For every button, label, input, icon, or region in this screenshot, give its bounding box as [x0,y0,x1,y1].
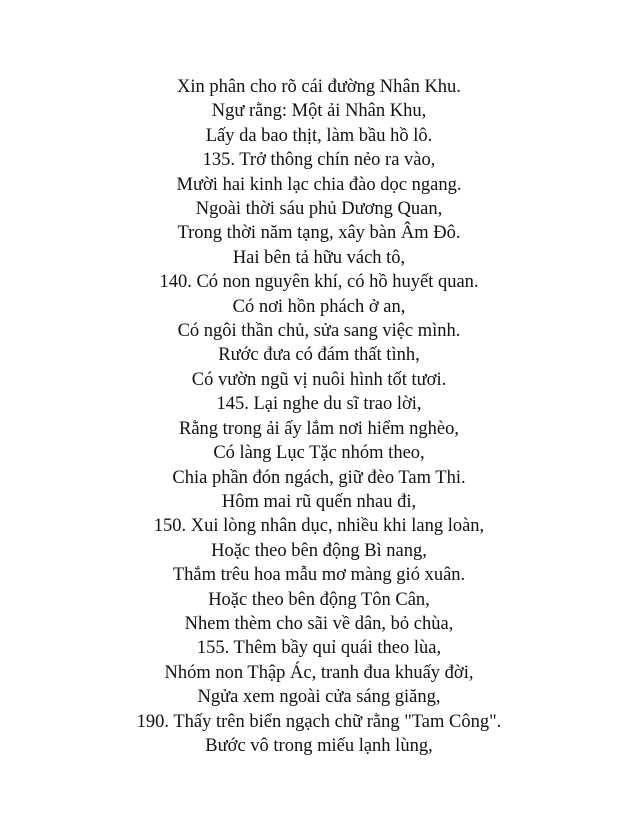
verse-line: Nhem thèm cho sãi về dân, bỏ chùa, [184,613,454,634]
verse-line: Xin phân cho rõ cái đường Nhân Khu. [177,77,461,97]
verse-line: Chia phần đón ngách, giữ đèo Tam Thi. [172,467,466,488]
verse-line: Ngoài thời sáu phủ Dương Quan, [195,199,443,220]
verse-line: 140. Có non nguyên khí, có hồ huyết quan. [159,272,479,293]
verse-line: Hai bên tả hữu vách tô, [232,247,406,268]
verse-line: Hoặc theo bên động Tôn Cân, [208,589,430,610]
verse-line: Nhóm non Thập Ác, tranh đua khuấy đời, [164,662,474,683]
verse-line: Hoặc theo bên động Bì nang, [211,540,427,561]
verse-line: Rước đưa có đám thất tình, [218,345,420,366]
verse-line: 155. Thêm bầy quỉ quái theo lùa, [196,638,442,659]
verse-line: Có vườn ngũ vị nuôi hình tốt tươi. [191,369,447,390]
verse-line: Có ngôi thần chủ, sửa sang việc mình. [177,321,461,342]
verse-line: 190. Thấy trên biển ngạch chữ rằng "Tam Công". [136,711,502,732]
verse-line: Hôm mai rũ quến nhau đi, [221,491,417,512]
verse-line: Bước vô trong miếu lạnh lùng, [205,735,433,756]
verse-line: Ngư rằng: Một ải Nhân Khu, [211,101,427,122]
verse-line: Lấy da bao thịt, làm bầu hồ lô. [205,125,433,146]
verse-line: Có nơi hồn phách ở an, [232,296,406,317]
verse-line: Có làng Lục Tặc nhóm theo, [213,443,425,464]
verse-line: Ngửa xem ngoài cửa sáng giăng, [197,687,441,708]
verse-line: Rằng trong ải ấy lắm nơi hiểm nghèo, [178,418,460,439]
verse-line: Thắm trêu hoa mẫu mơ màng gió xuân. [172,565,466,586]
verse-line: 145. Lại nghe du sĩ trao lời, [216,394,422,415]
document-page [0,75,638,758]
verse-line: Mười hai kinh lạc chia đào dọc ngang. [176,174,462,195]
verse-line: 135. Trở thông chín nẻo ra vào, [202,150,436,171]
verse-line: 150. Xui lòng nhân dục, nhiều khi lang loàn, [153,516,485,537]
verse-line: Trong thời năm tạng, xây bàn Âm Đô. [177,223,461,244]
